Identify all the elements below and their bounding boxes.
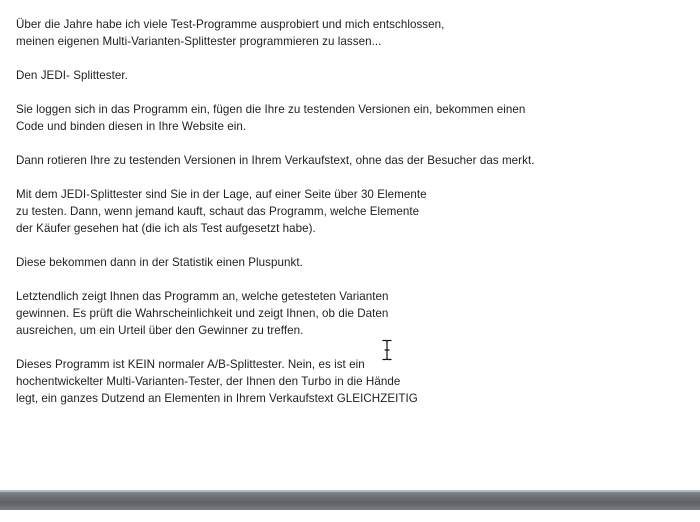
text-line: hochentwickelter Multi-Varianten-Tester, der Ihnen den Turbo in die Hände xyxy=(16,375,401,388)
window-bottom-bar xyxy=(0,490,700,510)
text-line: Dieses Programm ist KEIN normaler A/B-Splittester. Nein, es ist ein xyxy=(16,358,365,371)
text-line: ausreichen, um ein Urteil über den Gewinner zu treffen. xyxy=(16,324,304,337)
text-line: Den JEDI- Splittester. xyxy=(16,69,128,82)
bottom-strip xyxy=(0,510,700,522)
document-body[interactable] xyxy=(16,16,696,424)
text-line: gewinnen. Es prüft die Wahrscheinlichkeit und zeigt Ihnen, ob die Daten xyxy=(16,307,389,320)
text-cursor-icon xyxy=(380,339,394,361)
text-line: Über die Jahre habe ich viele Test-Programme ausprobiert und mich entschlossen, xyxy=(16,18,445,31)
text-line: Code und binden diesen in Ihre Website ein. xyxy=(16,120,247,133)
text-line: legt, ein ganzes Dutzend an Elementen in Ihrem Verkaufstext GLEICHZEITIG xyxy=(16,392,418,405)
paragraph-statistics xyxy=(16,254,696,271)
text-line: Dann rotieren Ihre zu testenden Versionen in Ihrem Verkaufstext, ohne das der Besucher das merkt. xyxy=(16,154,535,167)
text-line: der Käufer gesehen hat (die ich als Test aufgesetzt habe). xyxy=(16,222,316,235)
paragraph-rotation xyxy=(16,152,696,169)
paragraph-product-name xyxy=(16,67,696,84)
text-line: meinen eigenen Multi-Varianten-Splittester programmieren zu lassen... xyxy=(16,35,382,48)
text-line: Mit dem JEDI-Splittester sind Sie in der Lage, auf einer Seite über 30 Elemente xyxy=(16,188,427,201)
text-line: zu testen. Dann, wenn jemand kauft, schaut das Programm, welche Elemente xyxy=(16,205,420,218)
paragraph-winner xyxy=(16,288,696,339)
paragraph-login xyxy=(16,101,696,135)
text-line: Sie loggen sich in das Programm ein, fügen die Ihre zu testenden Versionen ein, bekommen einen xyxy=(16,103,526,116)
text-line: Diese bekommen dann in der Statistik einen Pluspunkt. xyxy=(16,256,303,269)
paragraph-not-ab xyxy=(16,356,696,407)
paragraph-elements xyxy=(16,186,696,237)
bottom-bar-highlight xyxy=(0,490,700,492)
paragraph-intro xyxy=(16,16,696,50)
text-line: Letztendlich zeigt Ihnen das Programm an, welche getesteten Varianten xyxy=(16,290,389,303)
